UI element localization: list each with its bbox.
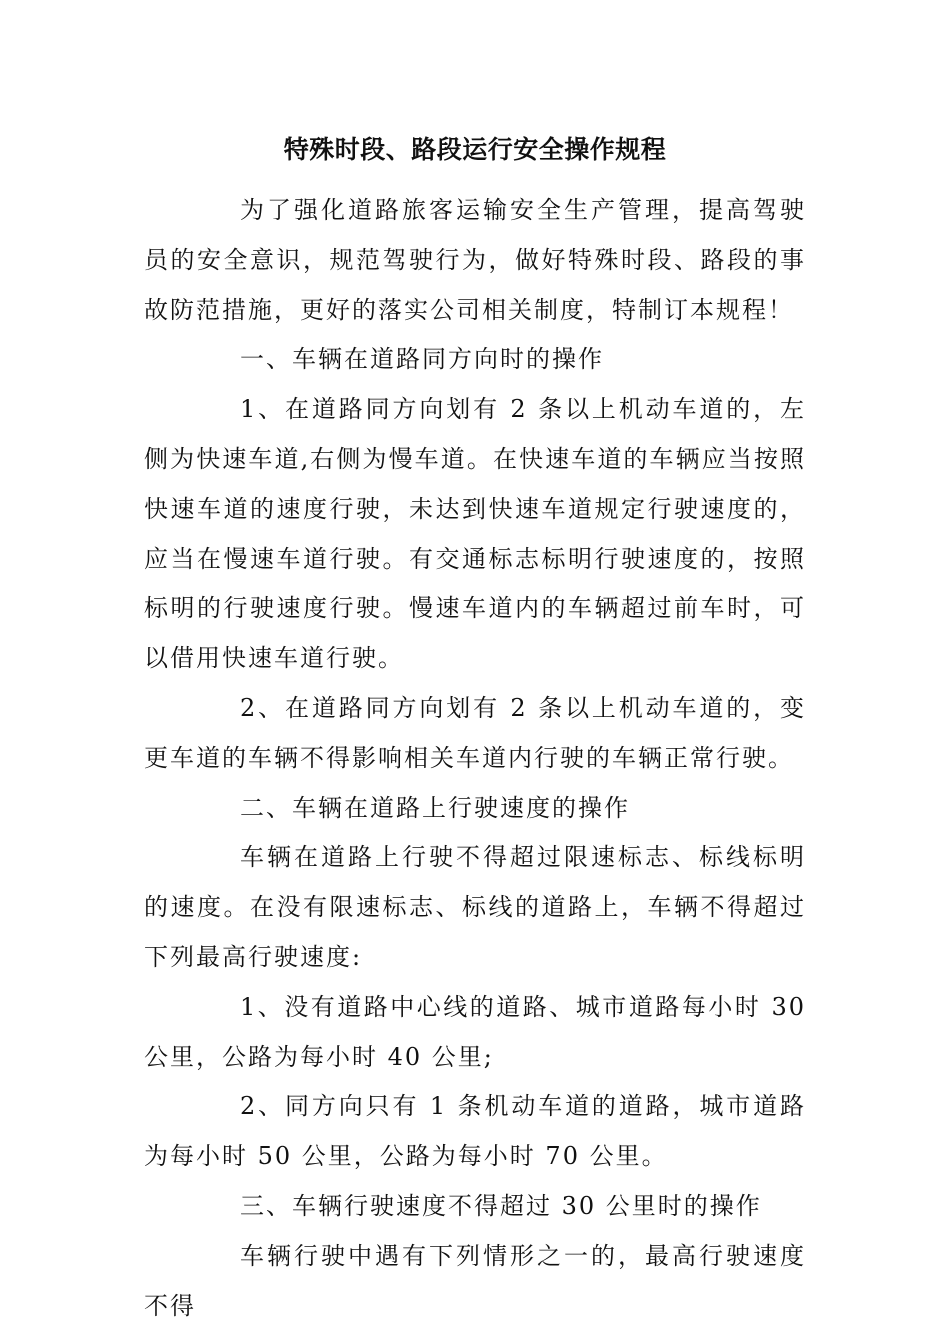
section-heading-3: 三、车辆行驶速度不得超过 30 公里时的操作 [240, 1191, 762, 1220]
paragraph-speed-limit-30: 车辆行驶中遇有下列情形之一的，最高行驶速度不得 [144, 1241, 806, 1320]
paragraph-intro: 为了强化道路旅客运输安全生产管理，提高驾驶员的安全意识，规范驾驶行为，做好特殊时段、路段的事故防范措施，更好的落实公司相关制度，特制订本规程！ [144, 196, 806, 324]
section-heading-1: 一、车辆在道路同方向时的操作 [240, 345, 604, 374]
paragraph-speed-rule: 车辆在道路上行驶不得超过限速标志、标线标明的速度。在没有限速标志、标线的道路上，车辆不得超过下列最高行驶速度: [144, 843, 806, 971]
paragraph-item-1-2: 2、在道路同方向划有 2 条以上机动车道的，变更车道的车辆不得影响相关车道内行驶的车辆正常行驶。 [144, 693, 806, 772]
paragraph-item-1-1: 1、在道路同方向划有 2 条以上机动车道的，左侧为快速车道,右侧为慢车道。在快速车道的车辆应当按照快速车道的速度行驶，未达到快速车道规定行驶速度的，应当在慢速车道行驶。有交通标志标明行驶速度的，按照标明的行驶速度行驶。慢速车道内的车辆超过前车时，可以借用快速车道行驶。 [144, 395, 806, 673]
paragraph-item-2-1: 1、没有道路中心线的道路、城市道路每小时 30 公里，公路为每小时 40 公里; [144, 992, 806, 1071]
section-heading-2: 二、车辆在道路上行驶速度的操作 [240, 793, 630, 822]
document-title: 特殊时段、路段运行安全操作规程 [283, 135, 667, 164]
paragraph-item-2-2: 2、同方向只有 1 条机动车道的道路，城市道路为每小时 50 公里，公路为每小时 70 公里。 [144, 1092, 806, 1171]
